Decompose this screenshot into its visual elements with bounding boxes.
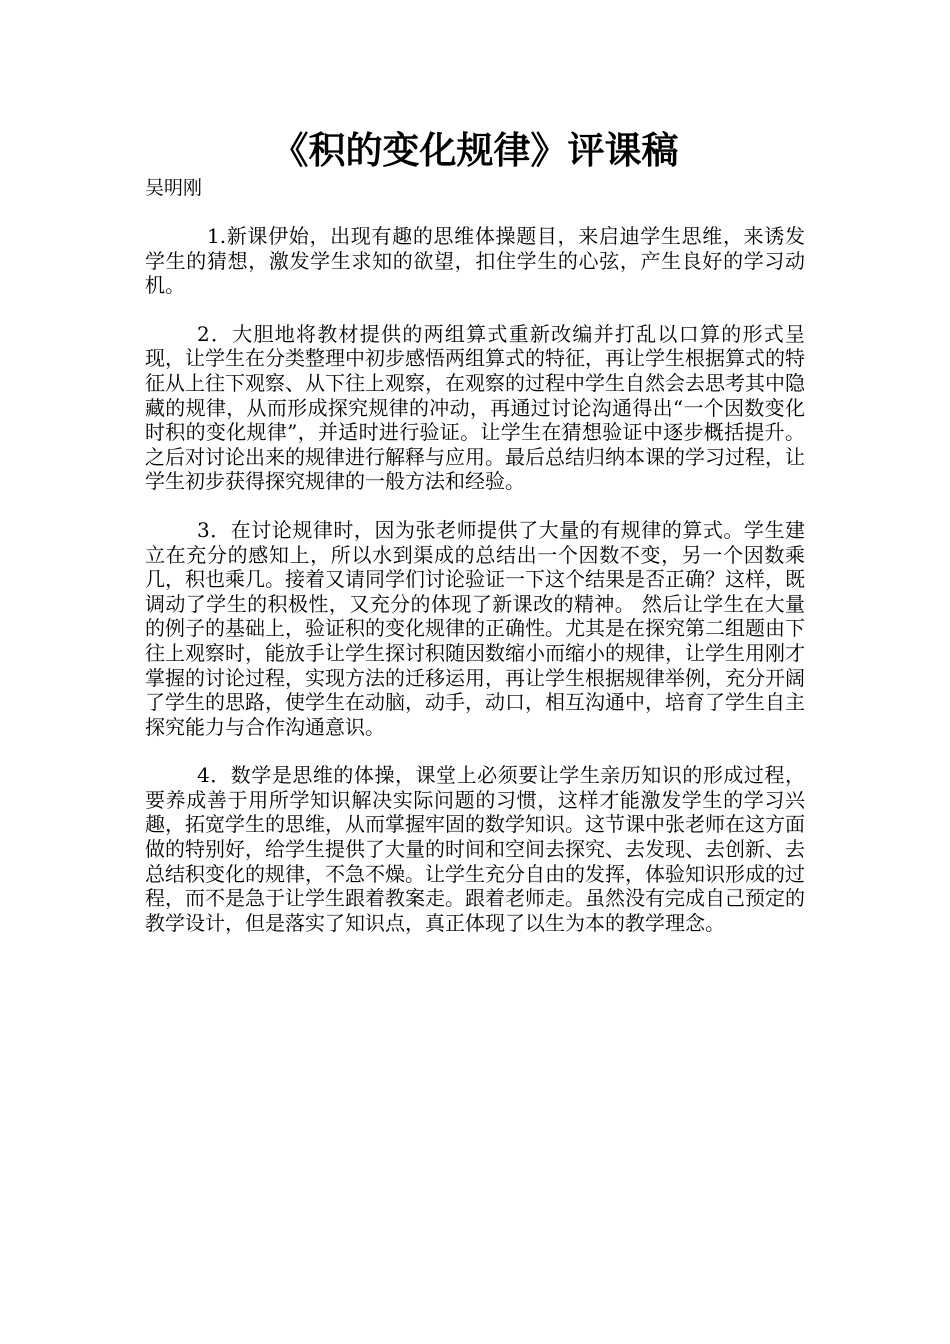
document-page [145, 128, 805, 959]
document-author: 吴明刚 [145, 177, 203, 199]
document-title: 《积的变化规律》评课稿 [271, 129, 679, 172]
paragraph-2: 2．大胆地将教材提供的两组算式重新改编并打乱以口算的形式呈现，让学生在分类整理中初步感悟两组算式的特征，再让学生根据算式的特征从上往下观察、从下往上观察，在观察的过程中学生自然会去思考其中隐藏的规律，从而形成探究规律的冲动，再通过讨论沟通得出“一个因数变化时积的变化规律”，并适时进行验证。让学生在猜想验证中逐步概括提升。之后对讨论出来的规律进行解释与应用。最后总结归纳本课的学习过程，让学生初步获得探究规律的一般方法和经验。 [145, 321, 805, 494]
paragraph-4: 4．数学是思维的体操，课堂上必须要让学生亲历知识的形成过程，要养成善于用所学知识解决实际问题的习惯，这样才能激发学生的学习兴趣，拓宽学生的思维，从而掌握牢固的数学知识。这节课中张老师在这方面做的特别好，给学生提供了大量的时间和空间去探究、去发现、去创新、去总结积变化的规律，不急不燥。让学生充分自由的发挥，体验知识形成的过程，而不是急于让学生跟着教案走。跟着老师走。虽然没有完成自己预定的教学设计，但是落实了知识点，真正体现了以生为本的教学理念。 [145, 763, 805, 935]
paragraph-3: 3．在讨论规律时，因为张老师提供了大量的有规律的算式。学生建立在充分的感知上，所以水到渠成的总结出一个因数不变，另一个因数乘几，积也乘几。接着又请同学们讨论验证一下这个结果是否正确？这样，既调动了学生的积极性，又充分的体现了新课改的精神。 然后让学生在大量的例子的基础上，验证积的变化规律的正确性。尤其是在探究第二组题由下往上观察时，能放手让学生探讨积随因数缩小而缩小的规律，让学生用刚才掌握的讨论过程，实现方法的迁移运用，再让学生根据规律举例，充分开阔了学生的思路，使学生在动脑，动手，动口，相互沟通中，培育了学生自主探究能力与合作沟通意识。 [145, 517, 805, 739]
paragraph-1: 1.新课伊始，出现有趣的思维体操题目，来启迪学生思维，来诱发学生的猜想，激发学生求知的欲望，扣住学生的心弦，产生良好的学习动机。 [145, 224, 805, 298]
